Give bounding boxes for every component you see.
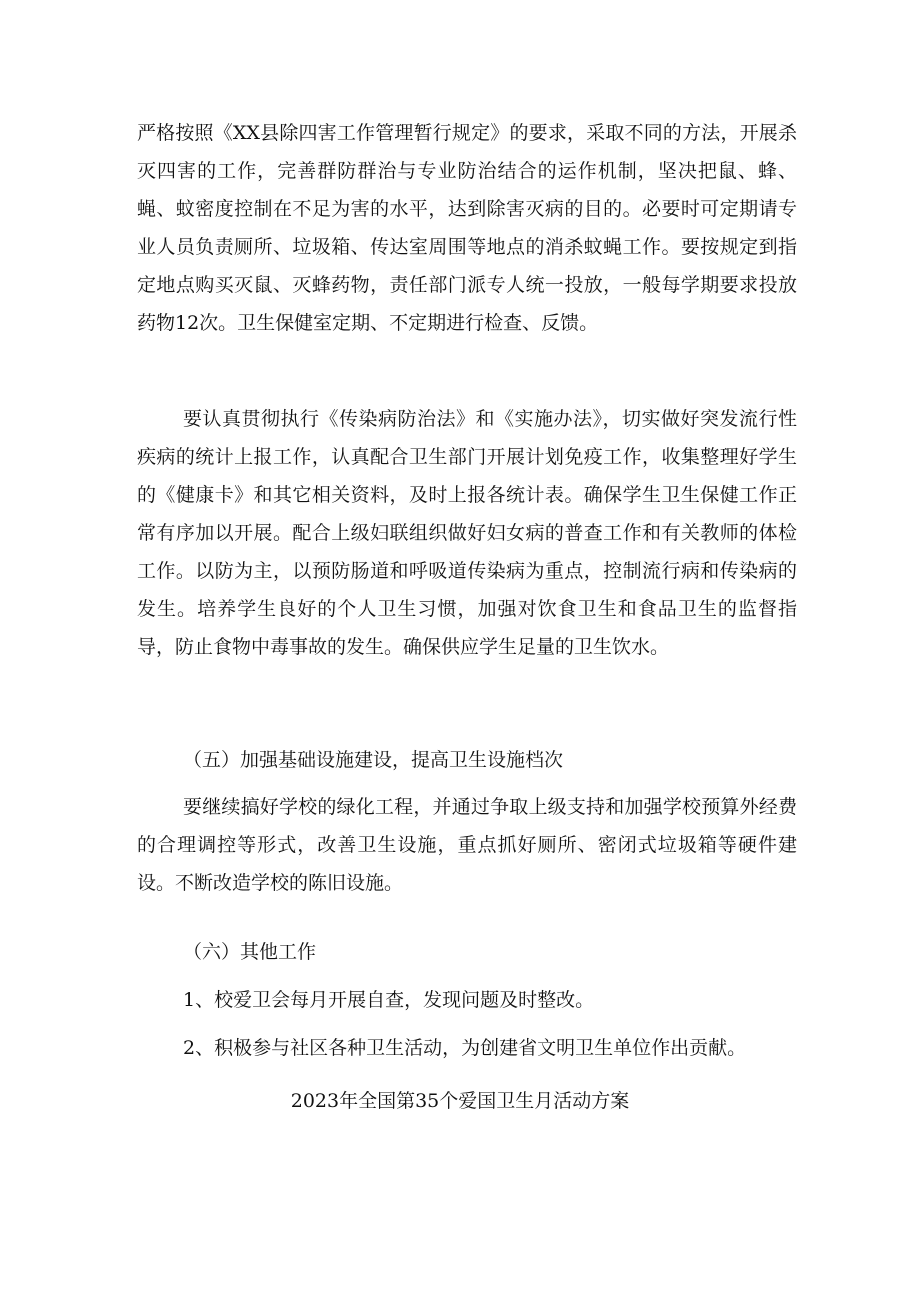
body-paragraph-pest-control: 严格按照《XX县除四害工作管理暂行规定》的要求，采取不同的方法，开展杀灭四害的工作，完善群防群治与专业防治结合的运作机制，坚决把鼠、蜂、蝇、蚊密度控制在不足为害的水平，达到除害灭病的目的。必要时可定期请专业人员负责厕所、垃圾箱、传达室周围等地点的消杀蚊蝇工作。要按规定到指定地点购买灭鼠、灭蜂药物，责任部门派专人统一投放，一般每学期要求投放药物12次。卫生保健室定期、不定期进行检查、反馈。 xyxy=(137,122,797,334)
section-heading-other-work: （六）其他工作 xyxy=(183,941,317,963)
list-item-community-activities: 2、积极参与社区各种卫生活动，为创建省文明卫生单位作出贡献。 xyxy=(183,1037,747,1059)
body-paragraph-disease-prevention: 要认真贯彻执行《传染病防治法》和《实施办法》，切实做好突发流行性疾病的统计上报工作，认真配合卫生部门开展计划免疫工作，收集整理好学生的《健康卡》和其它相关资料，及时上报各统计表。确保学生卫生保健工作正常有序加以开展。配合上级妇联组织做好妇女病的普查工作和有关教师的体检工作。以防为主，以预防肠道和呼吸道传染病为重点，控制流行病和传染病的发生。培养学生良好的个人卫生习惯，加强对饮食卫生和食品卫生的监督指导，防止食物中毒事故的发生。确保供应学生足量的卫生饮水。 xyxy=(137,408,797,658)
list-item-self-inspection: 1、校爱卫会每月开展自查，发现问题及时整改。 xyxy=(183,989,595,1011)
body-paragraph-infrastructure: 要继续搞好学校的绿化工程，并通过争取上级支持和加强学校预算外经费的合理调控等形式，改善卫生设施，重点抓好厕所、密闭式垃圾箱等硬件建设。不断改造学校的陈旧设施。 xyxy=(137,796,797,894)
section-heading-infrastructure: （五）加强基础设施建设，提高卫生设施档次 xyxy=(183,749,564,771)
next-document-title: 2023年全国第35个爱国卫生月活动方案 xyxy=(290,1090,630,1112)
